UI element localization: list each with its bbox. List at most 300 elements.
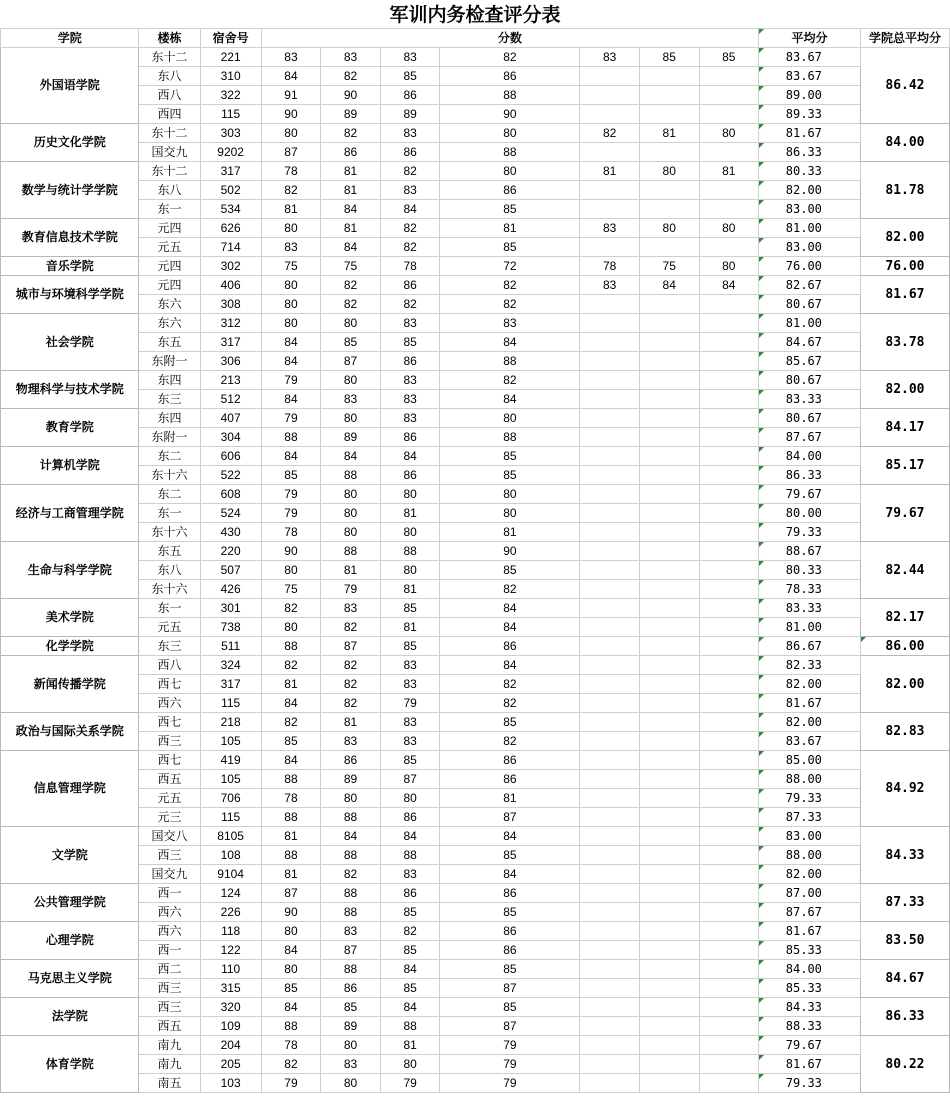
score-cell[interactable] bbox=[580, 371, 640, 390]
score-cell[interactable] bbox=[699, 105, 759, 124]
score-cell[interactable]: 87 bbox=[440, 808, 580, 827]
score-cell[interactable]: 87 bbox=[380, 770, 440, 789]
college-name-cell[interactable]: 城市与环境科学学院 bbox=[1, 276, 139, 314]
score-cell[interactable]: 88 bbox=[440, 143, 580, 162]
score-cell[interactable]: 83 bbox=[380, 865, 440, 884]
score-cell[interactable]: 82 bbox=[321, 865, 381, 884]
score-cell[interactable] bbox=[580, 542, 640, 561]
building-cell[interactable]: 东三 bbox=[139, 637, 200, 656]
score-cell[interactable]: 80 bbox=[321, 789, 381, 808]
room-cell[interactable]: 303 bbox=[200, 124, 261, 143]
score-cell[interactable]: 80 bbox=[639, 219, 699, 238]
score-cell[interactable] bbox=[639, 238, 699, 257]
score-cell[interactable]: 85 bbox=[380, 67, 440, 86]
score-cell[interactable]: 83 bbox=[380, 48, 440, 67]
college-total-cell[interactable]: 80.22 bbox=[860, 1036, 949, 1093]
room-cell[interactable]: 406 bbox=[200, 276, 261, 295]
score-cell[interactable] bbox=[580, 181, 640, 200]
building-cell[interactable]: 东八 bbox=[139, 67, 200, 86]
score-cell[interactable] bbox=[580, 105, 640, 124]
room-cell[interactable]: 110 bbox=[200, 960, 261, 979]
score-cell[interactable] bbox=[639, 979, 699, 998]
score-cell[interactable]: 80 bbox=[440, 485, 580, 504]
room-cell[interactable]: 524 bbox=[200, 504, 261, 523]
building-cell[interactable]: 元四 bbox=[139, 219, 200, 238]
average-cell[interactable]: 83.67 bbox=[759, 732, 861, 751]
average-cell[interactable]: 88.67 bbox=[759, 542, 861, 561]
college-total-cell[interactable]: 84.33 bbox=[860, 827, 949, 884]
college-name-cell[interactable]: 信息管理学院 bbox=[1, 751, 139, 827]
college-total-cell[interactable]: 76.00 bbox=[860, 257, 949, 276]
score-cell[interactable] bbox=[580, 504, 640, 523]
average-cell[interactable]: 84.00 bbox=[759, 960, 861, 979]
room-cell[interactable]: 320 bbox=[200, 998, 261, 1017]
score-cell[interactable]: 80 bbox=[380, 789, 440, 808]
score-cell[interactable]: 82 bbox=[380, 162, 440, 181]
average-cell[interactable]: 80.67 bbox=[759, 371, 861, 390]
score-cell[interactable]: 80 bbox=[261, 219, 321, 238]
average-cell[interactable]: 81.00 bbox=[759, 618, 861, 637]
average-cell[interactable]: 86.67 bbox=[759, 637, 861, 656]
score-cell[interactable] bbox=[699, 713, 759, 732]
building-cell[interactable]: 东四 bbox=[139, 409, 200, 428]
score-cell[interactable] bbox=[699, 694, 759, 713]
college-total-cell[interactable]: 84.17 bbox=[860, 409, 949, 447]
average-cell[interactable]: 87.67 bbox=[759, 903, 861, 922]
college-name-cell[interactable]: 体育学院 bbox=[1, 1036, 139, 1093]
score-cell[interactable]: 89 bbox=[380, 105, 440, 124]
score-cell[interactable] bbox=[699, 751, 759, 770]
score-cell[interactable]: 82 bbox=[321, 675, 381, 694]
building-cell[interactable]: 东十二 bbox=[139, 124, 200, 143]
score-cell[interactable]: 83 bbox=[440, 314, 580, 333]
score-cell[interactable]: 78 bbox=[261, 789, 321, 808]
score-cell[interactable]: 85 bbox=[261, 466, 321, 485]
score-cell[interactable]: 88 bbox=[321, 960, 381, 979]
score-cell[interactable]: 86 bbox=[440, 181, 580, 200]
room-cell[interactable]: 105 bbox=[200, 732, 261, 751]
score-cell[interactable] bbox=[699, 181, 759, 200]
header-room[interactable]: 宿舍号 bbox=[200, 29, 261, 48]
score-cell[interactable]: 79 bbox=[440, 1055, 580, 1074]
room-cell[interactable]: 8105 bbox=[200, 827, 261, 846]
building-cell[interactable]: 东十六 bbox=[139, 523, 200, 542]
score-cell[interactable]: 82 bbox=[380, 219, 440, 238]
college-name-cell[interactable]: 美术学院 bbox=[1, 599, 139, 637]
room-cell[interactable]: 9202 bbox=[200, 143, 261, 162]
score-cell[interactable]: 80 bbox=[380, 1055, 440, 1074]
score-cell[interactable]: 82 bbox=[321, 694, 381, 713]
score-cell[interactable] bbox=[699, 314, 759, 333]
score-cell[interactable] bbox=[580, 998, 640, 1017]
building-cell[interactable]: 西七 bbox=[139, 713, 200, 732]
score-cell[interactable]: 85 bbox=[380, 979, 440, 998]
score-cell[interactable] bbox=[580, 67, 640, 86]
score-cell[interactable]: 82 bbox=[440, 580, 580, 599]
room-cell[interactable]: 317 bbox=[200, 162, 261, 181]
room-cell[interactable]: 302 bbox=[200, 257, 261, 276]
building-cell[interactable]: 东十二 bbox=[139, 48, 200, 67]
score-cell[interactable]: 80 bbox=[261, 276, 321, 295]
room-cell[interactable]: 312 bbox=[200, 314, 261, 333]
score-cell[interactable]: 85 bbox=[440, 998, 580, 1017]
average-cell[interactable]: 83.67 bbox=[759, 67, 861, 86]
score-cell[interactable] bbox=[699, 618, 759, 637]
score-cell[interactable] bbox=[580, 409, 640, 428]
score-cell[interactable] bbox=[580, 960, 640, 979]
score-cell[interactable] bbox=[699, 67, 759, 86]
score-cell[interactable]: 82 bbox=[261, 656, 321, 675]
score-cell[interactable]: 72 bbox=[440, 257, 580, 276]
average-cell[interactable]: 81.00 bbox=[759, 314, 861, 333]
score-cell[interactable]: 88 bbox=[261, 770, 321, 789]
score-cell[interactable]: 90 bbox=[440, 105, 580, 124]
score-cell[interactable] bbox=[639, 922, 699, 941]
building-cell[interactable]: 西七 bbox=[139, 675, 200, 694]
average-cell[interactable]: 85.67 bbox=[759, 352, 861, 371]
score-cell[interactable] bbox=[639, 789, 699, 808]
score-cell[interactable] bbox=[639, 827, 699, 846]
score-cell[interactable]: 82 bbox=[321, 618, 381, 637]
score-cell[interactable]: 89 bbox=[321, 1017, 381, 1036]
room-cell[interactable]: 534 bbox=[200, 200, 261, 219]
score-cell[interactable]: 84 bbox=[321, 827, 381, 846]
header-building[interactable]: 楼栋 bbox=[139, 29, 200, 48]
score-cell[interactable]: 85 bbox=[440, 561, 580, 580]
score-cell[interactable] bbox=[580, 1055, 640, 1074]
score-cell[interactable] bbox=[699, 808, 759, 827]
score-cell[interactable]: 81 bbox=[321, 219, 381, 238]
score-cell[interactable] bbox=[699, 732, 759, 751]
score-cell[interactable]: 82 bbox=[440, 295, 580, 314]
room-cell[interactable]: 301 bbox=[200, 599, 261, 618]
college-total-cell[interactable]: 83.50 bbox=[860, 922, 949, 960]
room-cell[interactable]: 322 bbox=[200, 86, 261, 105]
score-cell[interactable] bbox=[699, 466, 759, 485]
score-cell[interactable] bbox=[639, 352, 699, 371]
average-cell[interactable]: 89.00 bbox=[759, 86, 861, 105]
score-cell[interactable]: 86 bbox=[380, 884, 440, 903]
score-cell[interactable] bbox=[580, 200, 640, 219]
average-cell[interactable]: 81.00 bbox=[759, 219, 861, 238]
score-cell[interactable]: 82 bbox=[321, 295, 381, 314]
score-cell[interactable]: 82 bbox=[261, 599, 321, 618]
score-cell[interactable]: 81 bbox=[699, 162, 759, 181]
building-cell[interactable]: 东四 bbox=[139, 371, 200, 390]
score-cell[interactable] bbox=[639, 390, 699, 409]
building-cell[interactable]: 西八 bbox=[139, 86, 200, 105]
score-cell[interactable]: 80 bbox=[440, 162, 580, 181]
college-name-cell[interactable]: 物理科学与技术学院 bbox=[1, 371, 139, 409]
score-cell[interactable] bbox=[639, 371, 699, 390]
building-cell[interactable]: 南九 bbox=[139, 1055, 200, 1074]
average-cell[interactable]: 84.67 bbox=[759, 333, 861, 352]
room-cell[interactable]: 310 bbox=[200, 67, 261, 86]
room-cell[interactable]: 426 bbox=[200, 580, 261, 599]
score-cell[interactable] bbox=[580, 808, 640, 827]
score-cell[interactable]: 88 bbox=[261, 428, 321, 447]
score-cell[interactable]: 84 bbox=[261, 352, 321, 371]
college-name-cell[interactable]: 新闻传播学院 bbox=[1, 656, 139, 713]
score-cell[interactable] bbox=[699, 941, 759, 960]
score-cell[interactable]: 90 bbox=[440, 542, 580, 561]
average-cell[interactable]: 81.67 bbox=[759, 922, 861, 941]
score-cell[interactable]: 78 bbox=[380, 257, 440, 276]
room-cell[interactable]: 9104 bbox=[200, 865, 261, 884]
score-cell[interactable] bbox=[639, 466, 699, 485]
score-cell[interactable]: 80 bbox=[699, 219, 759, 238]
average-cell[interactable]: 82.67 bbox=[759, 276, 861, 295]
college-name-cell[interactable]: 音乐学院 bbox=[1, 257, 139, 276]
score-cell[interactable]: 86 bbox=[440, 884, 580, 903]
score-cell[interactable] bbox=[580, 485, 640, 504]
average-cell[interactable]: 79.67 bbox=[759, 485, 861, 504]
score-cell[interactable] bbox=[580, 732, 640, 751]
score-cell[interactable] bbox=[699, 1074, 759, 1093]
score-cell[interactable] bbox=[580, 390, 640, 409]
score-cell[interactable]: 81 bbox=[321, 713, 381, 732]
average-cell[interactable]: 79.67 bbox=[759, 1036, 861, 1055]
score-cell[interactable]: 85 bbox=[440, 960, 580, 979]
score-cell[interactable]: 81 bbox=[261, 200, 321, 219]
score-cell[interactable]: 81 bbox=[321, 181, 381, 200]
college-total-cell[interactable]: 82.00 bbox=[860, 371, 949, 409]
average-cell[interactable]: 86.33 bbox=[759, 466, 861, 485]
building-cell[interactable]: 西六 bbox=[139, 903, 200, 922]
average-cell[interactable]: 80.33 bbox=[759, 162, 861, 181]
building-cell[interactable]: 元五 bbox=[139, 238, 200, 257]
room-cell[interactable]: 218 bbox=[200, 713, 261, 732]
score-cell[interactable]: 84 bbox=[440, 618, 580, 637]
average-cell[interactable]: 83.33 bbox=[759, 390, 861, 409]
college-total-cell[interactable]: 84.92 bbox=[860, 751, 949, 827]
score-cell[interactable]: 85 bbox=[440, 903, 580, 922]
score-cell[interactable]: 87 bbox=[321, 637, 381, 656]
building-cell[interactable]: 元三 bbox=[139, 808, 200, 827]
score-cell[interactable] bbox=[580, 846, 640, 865]
score-cell[interactable]: 86 bbox=[380, 143, 440, 162]
college-name-cell[interactable]: 文学院 bbox=[1, 827, 139, 884]
score-cell[interactable]: 84 bbox=[699, 276, 759, 295]
average-cell[interactable]: 78.33 bbox=[759, 580, 861, 599]
score-cell[interactable] bbox=[699, 656, 759, 675]
room-cell[interactable]: 738 bbox=[200, 618, 261, 637]
score-cell[interactable]: 84 bbox=[321, 447, 381, 466]
room-cell[interactable]: 419 bbox=[200, 751, 261, 770]
score-cell[interactable]: 81 bbox=[440, 789, 580, 808]
score-cell[interactable]: 80 bbox=[321, 371, 381, 390]
score-cell[interactable]: 88 bbox=[321, 466, 381, 485]
room-cell[interactable]: 502 bbox=[200, 181, 261, 200]
college-total-cell[interactable]: 86.00 bbox=[860, 637, 949, 656]
score-cell[interactable] bbox=[639, 428, 699, 447]
score-cell[interactable] bbox=[639, 86, 699, 105]
college-total-cell[interactable]: 83.78 bbox=[860, 314, 949, 371]
score-cell[interactable]: 82 bbox=[321, 656, 381, 675]
room-cell[interactable]: 304 bbox=[200, 428, 261, 447]
college-name-cell[interactable]: 公共管理学院 bbox=[1, 884, 139, 922]
score-cell[interactable]: 85 bbox=[380, 751, 440, 770]
score-cell[interactable]: 84 bbox=[261, 751, 321, 770]
building-cell[interactable]: 西四 bbox=[139, 105, 200, 124]
score-cell[interactable] bbox=[639, 485, 699, 504]
score-cell[interactable]: 80 bbox=[261, 922, 321, 941]
building-cell[interactable]: 东八 bbox=[139, 561, 200, 580]
score-cell[interactable] bbox=[639, 67, 699, 86]
score-cell[interactable] bbox=[639, 542, 699, 561]
score-cell[interactable]: 85 bbox=[440, 447, 580, 466]
building-cell[interactable]: 东五 bbox=[139, 333, 200, 352]
score-cell[interactable]: 84 bbox=[440, 333, 580, 352]
average-cell[interactable]: 79.33 bbox=[759, 523, 861, 542]
score-cell[interactable] bbox=[580, 789, 640, 808]
score-cell[interactable]: 83 bbox=[261, 48, 321, 67]
header-average[interactable]: 平均分 bbox=[759, 29, 861, 48]
building-cell[interactable]: 元四 bbox=[139, 276, 200, 295]
score-cell[interactable]: 88 bbox=[321, 903, 381, 922]
room-cell[interactable]: 213 bbox=[200, 371, 261, 390]
building-cell[interactable]: 元五 bbox=[139, 789, 200, 808]
score-cell[interactable]: 83 bbox=[580, 219, 640, 238]
score-cell[interactable]: 85 bbox=[440, 238, 580, 257]
college-total-cell[interactable]: 84.00 bbox=[860, 124, 949, 162]
average-cell[interactable]: 82.00 bbox=[759, 675, 861, 694]
score-cell[interactable] bbox=[580, 637, 640, 656]
score-cell[interactable] bbox=[699, 371, 759, 390]
score-cell[interactable] bbox=[580, 428, 640, 447]
building-cell[interactable]: 南九 bbox=[139, 1036, 200, 1055]
score-cell[interactable]: 87 bbox=[440, 979, 580, 998]
score-cell[interactable]: 83 bbox=[380, 124, 440, 143]
score-cell[interactable]: 79 bbox=[380, 694, 440, 713]
building-cell[interactable]: 西一 bbox=[139, 941, 200, 960]
score-cell[interactable]: 85 bbox=[440, 466, 580, 485]
score-cell[interactable]: 85 bbox=[380, 903, 440, 922]
room-cell[interactable]: 512 bbox=[200, 390, 261, 409]
score-cell[interactable] bbox=[580, 447, 640, 466]
score-cell[interactable] bbox=[639, 960, 699, 979]
score-cell[interactable]: 84 bbox=[380, 998, 440, 1017]
score-cell[interactable]: 89 bbox=[321, 428, 381, 447]
score-cell[interactable] bbox=[580, 903, 640, 922]
score-cell[interactable] bbox=[699, 409, 759, 428]
score-cell[interactable]: 82 bbox=[261, 713, 321, 732]
score-cell[interactable]: 88 bbox=[440, 86, 580, 105]
building-cell[interactable]: 东八 bbox=[139, 181, 200, 200]
score-cell[interactable]: 80 bbox=[440, 409, 580, 428]
average-cell[interactable]: 88.33 bbox=[759, 1017, 861, 1036]
score-cell[interactable]: 80 bbox=[440, 124, 580, 143]
score-cell[interactable] bbox=[580, 1017, 640, 1036]
score-cell[interactable] bbox=[580, 751, 640, 770]
room-cell[interactable]: 221 bbox=[200, 48, 261, 67]
college-name-cell[interactable]: 政治与国际关系学院 bbox=[1, 713, 139, 751]
score-cell[interactable]: 87 bbox=[261, 884, 321, 903]
room-cell[interactable]: 626 bbox=[200, 219, 261, 238]
score-cell[interactable] bbox=[699, 295, 759, 314]
room-cell[interactable]: 606 bbox=[200, 447, 261, 466]
average-cell[interactable]: 79.33 bbox=[759, 789, 861, 808]
average-cell[interactable]: 85.00 bbox=[759, 751, 861, 770]
score-cell[interactable] bbox=[580, 295, 640, 314]
score-cell[interactable]: 84 bbox=[321, 200, 381, 219]
college-total-cell[interactable]: 79.67 bbox=[860, 485, 949, 542]
score-cell[interactable] bbox=[639, 637, 699, 656]
score-cell[interactable] bbox=[699, 238, 759, 257]
score-cell[interactable]: 83 bbox=[580, 276, 640, 295]
score-cell[interactable] bbox=[699, 542, 759, 561]
average-cell[interactable]: 82.00 bbox=[759, 713, 861, 732]
average-cell[interactable]: 81.67 bbox=[759, 694, 861, 713]
score-cell[interactable]: 83 bbox=[380, 713, 440, 732]
score-cell[interactable] bbox=[699, 1017, 759, 1036]
score-cell[interactable] bbox=[699, 504, 759, 523]
score-cell[interactable] bbox=[639, 1074, 699, 1093]
score-cell[interactable] bbox=[580, 333, 640, 352]
building-cell[interactable]: 西七 bbox=[139, 751, 200, 770]
score-cell[interactable]: 84 bbox=[440, 827, 580, 846]
score-cell[interactable] bbox=[699, 599, 759, 618]
score-cell[interactable] bbox=[639, 143, 699, 162]
score-cell[interactable] bbox=[580, 314, 640, 333]
score-cell[interactable] bbox=[639, 200, 699, 219]
room-cell[interactable]: 608 bbox=[200, 485, 261, 504]
building-cell[interactable]: 东二 bbox=[139, 485, 200, 504]
score-cell[interactable]: 85 bbox=[261, 732, 321, 751]
score-cell[interactable]: 75 bbox=[261, 580, 321, 599]
score-cell[interactable] bbox=[639, 884, 699, 903]
score-cell[interactable]: 85 bbox=[380, 941, 440, 960]
college-total-cell[interactable]: 82.83 bbox=[860, 713, 949, 751]
room-cell[interactable]: 109 bbox=[200, 1017, 261, 1036]
college-name-cell[interactable]: 化学学院 bbox=[1, 637, 139, 656]
room-cell[interactable]: 507 bbox=[200, 561, 261, 580]
score-cell[interactable] bbox=[699, 86, 759, 105]
score-cell[interactable] bbox=[639, 751, 699, 770]
score-cell[interactable] bbox=[639, 675, 699, 694]
score-cell[interactable]: 78 bbox=[261, 1036, 321, 1055]
score-cell[interactable]: 81 bbox=[380, 618, 440, 637]
college-total-cell[interactable]: 82.00 bbox=[860, 219, 949, 257]
score-cell[interactable] bbox=[699, 1055, 759, 1074]
score-cell[interactable]: 84 bbox=[440, 865, 580, 884]
score-cell[interactable] bbox=[699, 979, 759, 998]
average-cell[interactable]: 83.00 bbox=[759, 200, 861, 219]
score-cell[interactable] bbox=[699, 903, 759, 922]
score-cell[interactable]: 89 bbox=[321, 105, 381, 124]
college-name-cell[interactable]: 心理学院 bbox=[1, 922, 139, 960]
average-cell[interactable]: 83.67 bbox=[759, 48, 861, 67]
score-cell[interactable]: 79 bbox=[261, 409, 321, 428]
building-cell[interactable]: 东附一 bbox=[139, 352, 200, 371]
score-cell[interactable]: 83 bbox=[380, 409, 440, 428]
score-cell[interactable] bbox=[699, 960, 759, 979]
score-cell[interactable] bbox=[699, 884, 759, 903]
score-cell[interactable]: 86 bbox=[321, 751, 381, 770]
room-cell[interactable]: 317 bbox=[200, 333, 261, 352]
score-cell[interactable]: 83 bbox=[321, 922, 381, 941]
score-cell[interactable] bbox=[639, 903, 699, 922]
score-cell[interactable]: 85 bbox=[440, 846, 580, 865]
score-cell[interactable] bbox=[699, 447, 759, 466]
score-cell[interactable] bbox=[699, 485, 759, 504]
score-cell[interactable]: 80 bbox=[261, 561, 321, 580]
building-cell[interactable]: 东一 bbox=[139, 599, 200, 618]
score-cell[interactable] bbox=[699, 200, 759, 219]
score-cell[interactable] bbox=[580, 580, 640, 599]
college-name-cell[interactable]: 历史文化学院 bbox=[1, 124, 139, 162]
score-cell[interactable]: 85 bbox=[699, 48, 759, 67]
